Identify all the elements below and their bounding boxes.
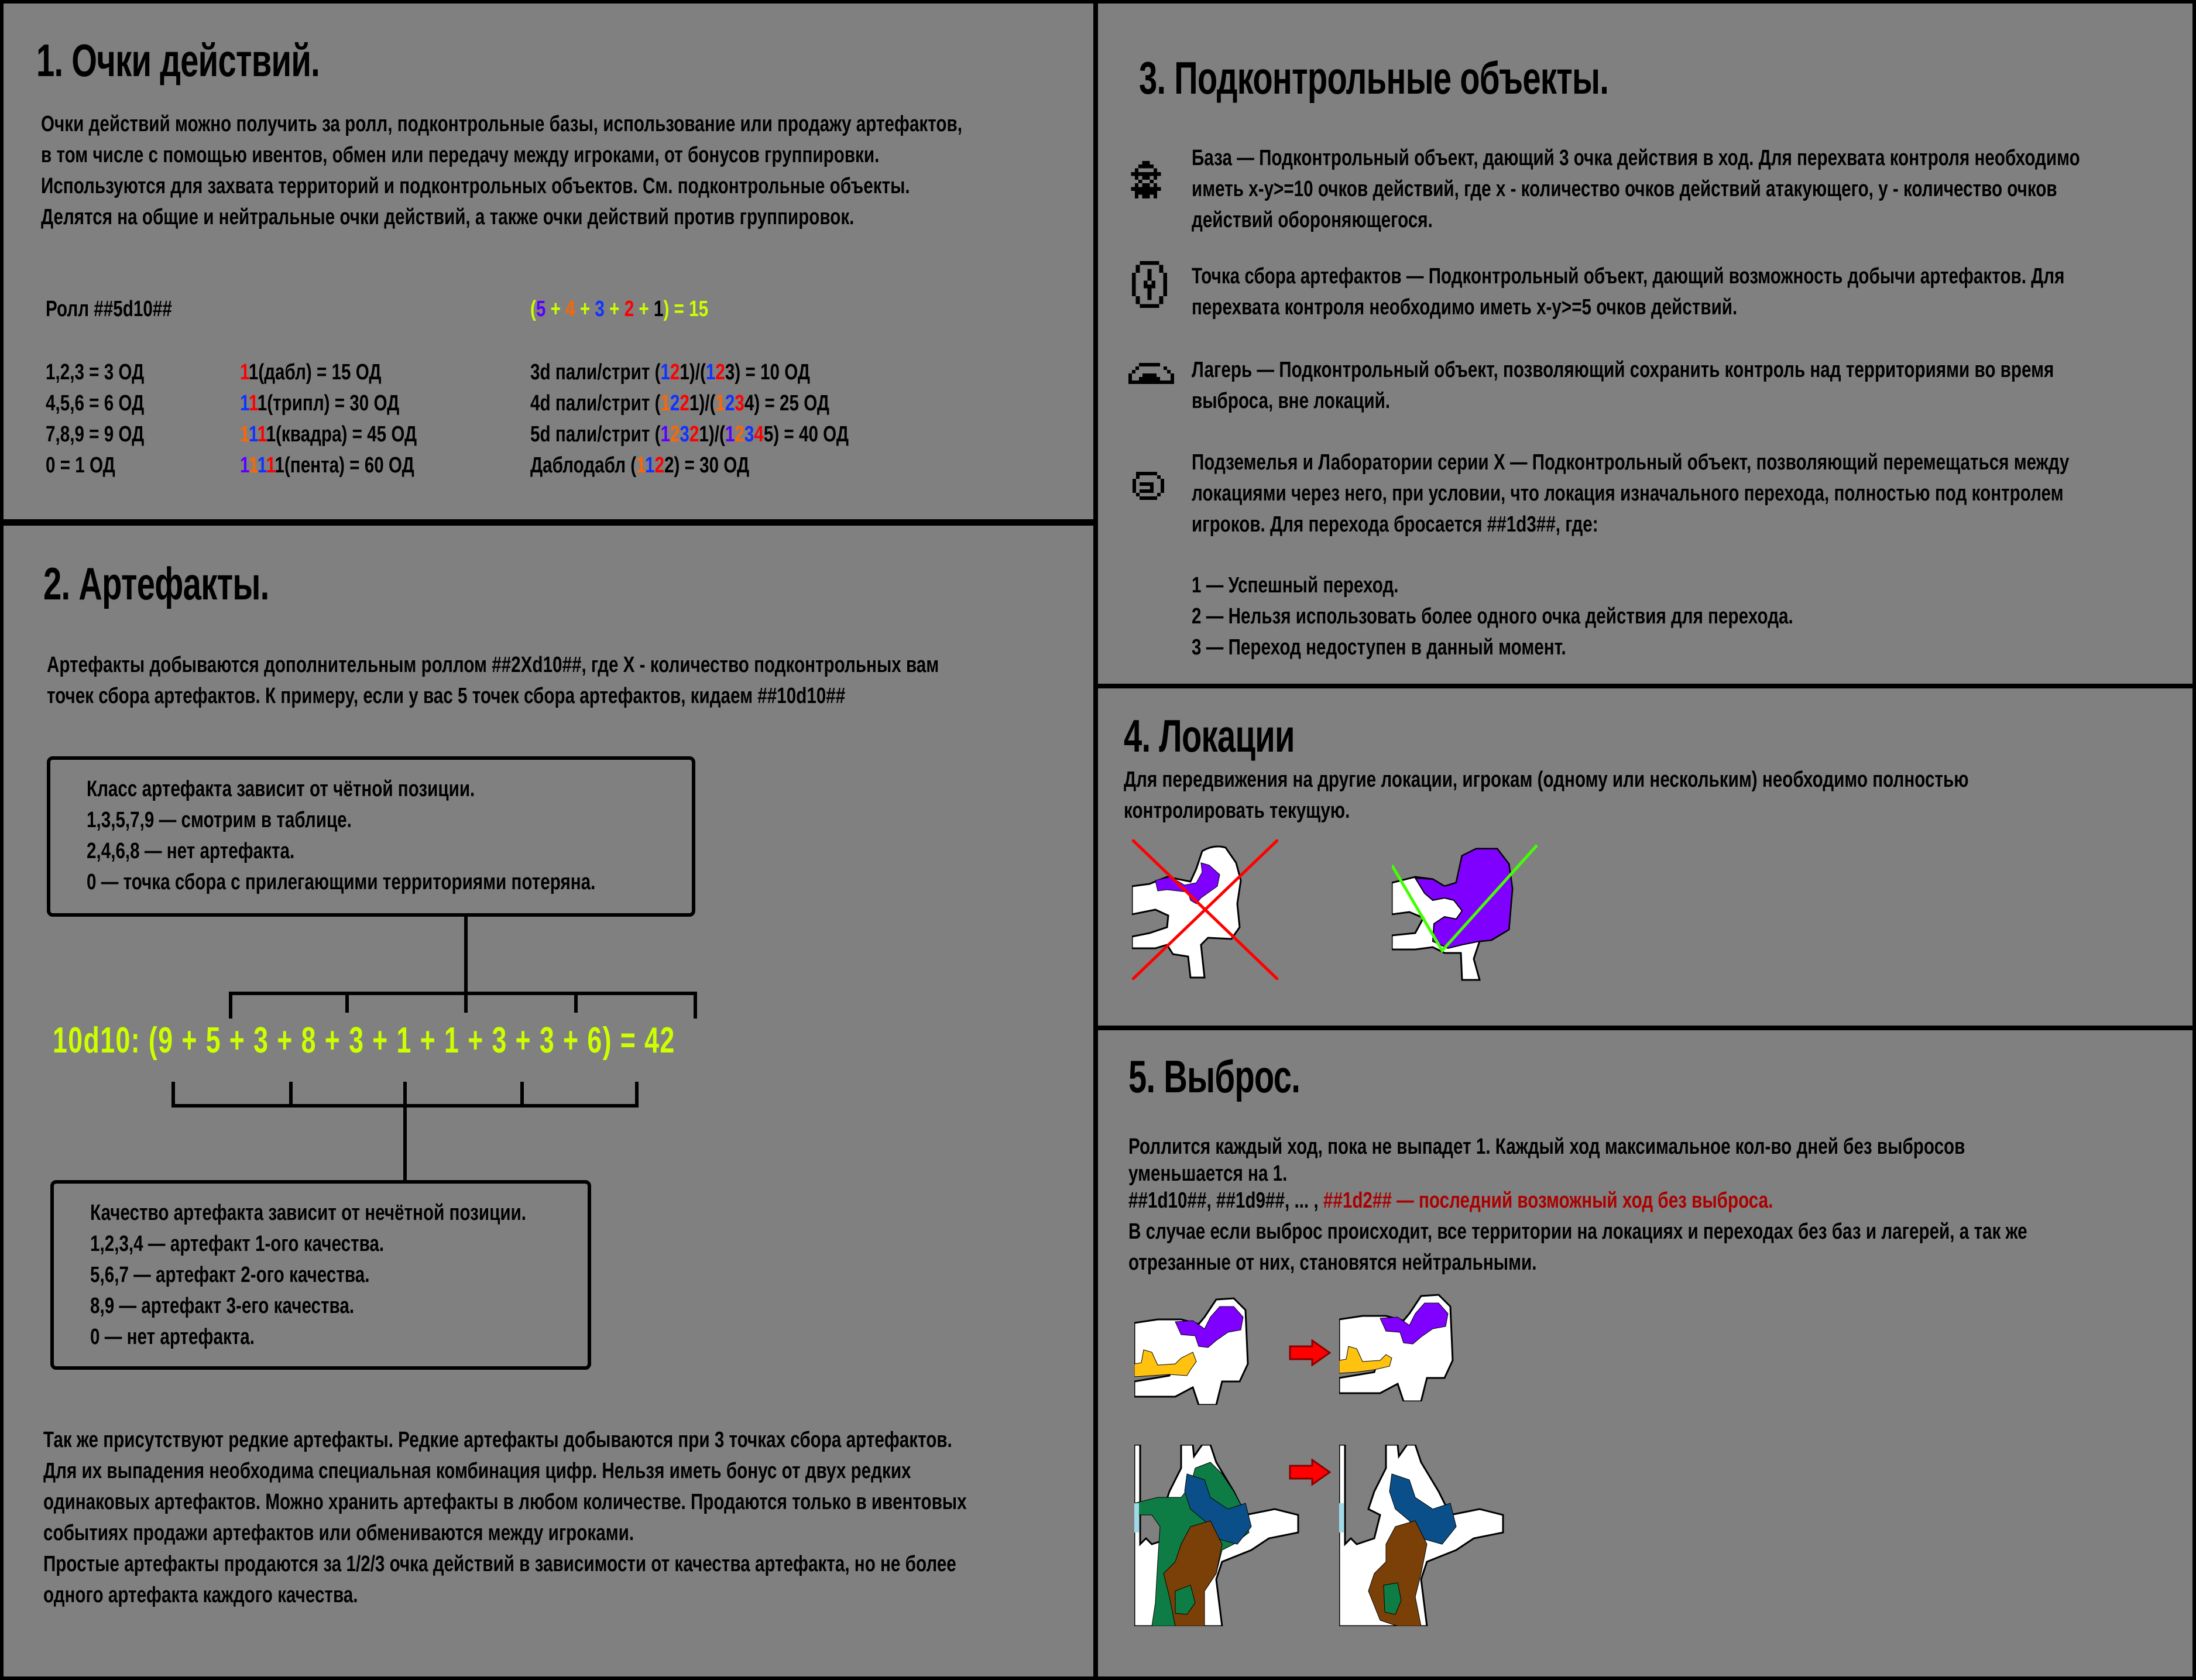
die-value: 1: [715, 391, 725, 416]
last-safe-turn: ##1d2## — последний возможный ход без выброса.: [1323, 1188, 1773, 1213]
die-value: 1: [248, 391, 258, 416]
section-title: 3. Подконтрольные объекты.: [1139, 52, 1609, 104]
die-value: 1: [240, 391, 249, 416]
text-line: одинаковых артефактов. Можно хранить артефакты в любом количестве. Продаются только в ивентовых: [43, 1490, 967, 1514]
text-line: 1,2,3,4 — артефакт 1-ого качества.: [90, 1232, 385, 1256]
die-value: 4: [744, 391, 754, 416]
dice-sequence: [1128, 1187, 1965, 1214]
straight-value: ) = 10 ОД: [735, 360, 811, 385]
text-line: иметь x-y>=10 очков действий, где x - количество очков действий атакующего, y - количество очков: [1192, 177, 2057, 201]
section-paragraph: [47, 650, 939, 712]
class-box: [47, 756, 695, 917]
text-line: действий обороняющегося.: [1192, 208, 1433, 232]
section-artifacts: [4, 526, 1093, 1676]
map-before-1: [1134, 1294, 1286, 1405]
paren: (: [530, 297, 536, 321]
value-row: 7,8,9 = 9 ОД: [46, 422, 145, 447]
die-value: 1: [644, 453, 655, 478]
die-value: 2: [624, 297, 634, 321]
list-item: 3 — Переход недоступен в данный момент.: [1192, 635, 1566, 660]
straight-value: ) = 40 ОД: [773, 422, 849, 447]
text-line: Подземелья и Лаборатории серии X — Подконтрольный объект, позволяющий перемещаться между: [1192, 450, 2070, 475]
die-value: 1: [660, 422, 670, 447]
section-title: 1. Очки действий.: [36, 35, 320, 86]
straight-label: 4d пали/стрит (: [530, 391, 661, 416]
object-description: [1192, 143, 2080, 236]
straight-label: 5d пали/стрит (: [530, 422, 661, 447]
text-line: перехвата контроля необходимо иметь x-y>=5 очков действий.: [1192, 295, 1738, 320]
artifact-point-icon: [1132, 261, 1167, 308]
die-value: 1: [257, 453, 266, 478]
die-value: 4: [565, 297, 575, 321]
text-line: отрезанные от них, становятся нейтральными.: [1128, 1250, 1537, 1275]
die-value: 2: [735, 422, 744, 447]
die-value: 1: [257, 422, 266, 447]
separator: )/(: [689, 360, 706, 385]
straight-value: ) = 25 ОД: [754, 391, 829, 416]
section-title: 4. Локации: [1124, 710, 1295, 762]
text-line: Так же присутствуют редкие артефакты. Редкие артефакты добываются при 3 точках сбора артефактов.: [43, 1428, 952, 1452]
plus-sign: +: [575, 297, 595, 321]
combo-row: [240, 419, 417, 450]
die-value: 3: [744, 422, 754, 447]
straight-value: ) = 30 ОД: [674, 453, 750, 478]
dungeon-icon: [1132, 472, 1165, 500]
text-line: контролировать текущую.: [1124, 798, 1350, 823]
die-value: 5: [536, 297, 546, 321]
object-description: [1192, 355, 2054, 417]
die-value: 3: [680, 422, 689, 447]
single-values: [46, 357, 144, 481]
text-line: уменьшается на 1.: [1128, 1161, 1288, 1186]
text-line: Очки действий можно получить за ролл, подконтрольные базы, использование или продажу артефактов,: [41, 112, 962, 136]
roll-formula: 10d10: (9 + 5 + 3 + 8 + 3 + 1 + 1 + 3 + 3 + 6) = 42: [53, 1020, 675, 1061]
roll-example: [530, 294, 708, 325]
separator: )/(: [708, 422, 725, 447]
text-line: Простые артефакты продаются за 1/2/3 очка действий в зависимости от качества артефакта, но не более: [43, 1552, 956, 1576]
combo-value: (пента) = 60 ОД: [284, 453, 414, 478]
text-line: 5,6,7 — артефакт 2-ого качества.: [90, 1263, 370, 1287]
die-value: 1: [705, 360, 716, 385]
bracket-tick: [574, 992, 578, 1013]
text-line: Используются для захвата территорий и подконтрольных объектов. См. подконтрольные объекты.: [41, 174, 910, 198]
arrow-right-icon: [1289, 1339, 1331, 1366]
bracket-tick: [694, 992, 697, 1019]
text-line: 8,9 — артефакт 3-его качества.: [90, 1294, 355, 1318]
die-value: 2: [654, 453, 664, 478]
roll-total: ) = 15: [663, 297, 709, 321]
section-paragraph: [1124, 764, 1969, 827]
text-line: Делятся на общие и нейтральные очки действий, а также очки действий против группировок.: [41, 205, 855, 229]
text-line: База — Подконтрольный объект, дающий 3 очка действия в ход. Для перехвата контроля необходимо: [1192, 146, 2080, 170]
combo-value: (дабл) = 15 ОД: [258, 360, 382, 385]
die-value: 1: [725, 422, 735, 447]
text-line: Роллится каждый ход, пока не выпадет 1. Каждый ход максимальное кол-во дней без выбросов: [1128, 1134, 1965, 1159]
die-value: 2: [670, 360, 680, 385]
die-value: 1: [240, 453, 249, 478]
combo-row: [240, 450, 417, 481]
dice-sequence-text: ##1d10##, ##1d9##, ... ,: [1128, 1188, 1323, 1213]
text-line: Класс артефакта зависит от чётной позиции.: [87, 777, 475, 801]
section-title: 5. Выброс.: [1128, 1051, 1301, 1102]
die-value: 2: [670, 422, 680, 447]
text-line: 1,3,5,7,9 — смотрим в таблице.: [87, 808, 352, 832]
straight-values: [530, 357, 849, 481]
rare-artifacts-text: [43, 1425, 967, 1611]
die-value: 1: [689, 391, 699, 416]
die-value: 1: [653, 297, 664, 321]
text-line: в том числе с помощью ивентов, обмен или передачу между игроками, от бонусов группировки.: [41, 143, 880, 167]
text-line: Для передвижения на другие локации, игрокам (одному или нескольким) необходимо полностью: [1124, 767, 1969, 792]
straight-label: 3d пали/стрит (: [530, 360, 661, 385]
die-value: 2: [664, 453, 674, 478]
roll-label: Ролл ##5d10##: [46, 297, 172, 321]
connector-line: [403, 1104, 407, 1181]
bracket-tick: [345, 992, 349, 1013]
plus-sign: +: [634, 297, 654, 321]
text-line: В случае если выброс происходит, все территории на локациях и переходах без баз и лагерей, а так же: [1128, 1219, 2027, 1244]
section-emission: [1098, 1030, 2192, 1676]
die-value: 1: [274, 453, 284, 478]
die-value: 2: [680, 391, 689, 416]
text-line: 0 — нет артефакта.: [90, 1325, 255, 1349]
bracket-top: [229, 992, 697, 995]
straight-row: [530, 419, 849, 450]
die-value: 1: [636, 453, 645, 478]
base-icon: [1127, 160, 1165, 203]
die-value: 1: [248, 422, 258, 447]
combo-row: [240, 357, 417, 388]
die-value: 1: [660, 360, 670, 385]
bracket-tick: [229, 992, 232, 1019]
transition-results: [1192, 570, 1793, 663]
die-value: 1: [699, 422, 709, 447]
plus-sign: +: [604, 297, 625, 321]
section-paragraph: [41, 109, 962, 233]
camp-icon: [1128, 362, 1174, 385]
text-line: Артефакты добываются дополнительным роллом ##2Xd10##, где X - количество подконтрольных вам: [47, 653, 939, 677]
die-value: 2: [689, 422, 699, 447]
text-line: 2,4,6,8 — нет артефакта.: [87, 839, 295, 863]
die-value: 1: [257, 391, 267, 416]
value-row: 0 = 1 ОД: [46, 453, 115, 478]
combo-values: [240, 357, 417, 481]
die-value: 1: [680, 360, 689, 385]
text-line: одного артефакта каждого качества.: [43, 1583, 358, 1607]
die-value: 1: [660, 391, 670, 416]
section-controlled-objects: [1098, 4, 2192, 684]
section-action-points: [4, 4, 1093, 519]
map-partial-control: [1132, 839, 1278, 980]
straight-row: [530, 388, 849, 419]
die-value: 3: [735, 391, 744, 416]
die-value: 2: [670, 391, 680, 416]
text-line: событиях продажи артефактов или обмениваются между игроками.: [43, 1521, 634, 1545]
die-value: 3: [595, 297, 605, 321]
text-line: игроков. Для перехода бросается ##1d3##, где:: [1192, 512, 1598, 537]
quality-box-text: [90, 1198, 526, 1353]
plus-sign: +: [545, 297, 566, 321]
separator: )/(: [699, 391, 716, 416]
die-value: 1: [240, 422, 249, 447]
text-line: точек сбора артефактов. К примеру, если у вас 5 точек сбора артефактов, кидаем ##10d10##: [47, 684, 846, 708]
text-line: Лагерь — Подконтрольный объект, позволяющий сохранить контроль над территориями во время: [1192, 358, 2054, 382]
die-value: 1: [240, 360, 249, 385]
section-locations: [1098, 688, 2192, 1026]
section-title: 2. Артефакты.: [43, 558, 269, 609]
text-line: Качество артефакта зависит от нечётной позиции.: [90, 1201, 526, 1225]
text-line: Для их выпадения необходима специальная комбинация цифр. Нельзя иметь бонус от двух редких: [43, 1459, 911, 1483]
straight-row: [530, 450, 849, 481]
die-value: 1: [266, 422, 276, 447]
object-description: [1192, 261, 2064, 323]
value-row: 4,5,6 = 6 ОД: [46, 391, 145, 416]
connector-line: [464, 917, 468, 993]
straight-label: Даблодабл (: [530, 453, 637, 478]
text-line: Точка сбора артефактов — Подконтрольный объект, дающий возможность добычи артефактов. Для: [1192, 264, 2065, 289]
combo-row: [240, 388, 417, 419]
die-value: 1: [248, 360, 259, 385]
combo-value: (трипл) = 30 ОД: [267, 391, 400, 416]
text-line: локациями через него, при условии, что локация изначального перехода, полностью под контролем: [1192, 481, 2064, 506]
map-full-control: [1392, 842, 1538, 982]
object-description: [1192, 447, 2069, 540]
quality-box: [50, 1180, 591, 1370]
die-value: 5: [763, 422, 774, 447]
list-item: 2 — Нельзя использовать более одного очка действия для перехода.: [1192, 604, 1793, 629]
section-paragraph: [1128, 1216, 2027, 1278]
map-after-1: [1339, 1290, 1491, 1401]
die-value: 3: [725, 360, 735, 385]
die-value: 4: [754, 422, 764, 447]
text-line: выброса, вне локаций.: [1192, 389, 1391, 413]
combo-value: (квадра) = 45 ОД: [276, 422, 417, 447]
straight-row: [530, 357, 849, 388]
text-line: 0 — точка сбора с прилегающими территориями потеряна.: [87, 870, 596, 894]
bracket-tick: [464, 992, 468, 1013]
class-box-text: [87, 774, 595, 898]
list-item: 1 — Успешный переход.: [1192, 573, 1399, 598]
map-after-2: [1339, 1445, 1515, 1626]
map-before-2: [1134, 1445, 1310, 1626]
die-value: 1: [248, 453, 258, 478]
die-value: 1: [266, 453, 275, 478]
die-value: 2: [715, 360, 725, 385]
arrow-right-icon: [1289, 1459, 1331, 1486]
section-paragraph: [1128, 1133, 1965, 1214]
die-value: 2: [725, 391, 735, 416]
value-row: 1,2,3 = 3 ОД: [46, 360, 145, 385]
